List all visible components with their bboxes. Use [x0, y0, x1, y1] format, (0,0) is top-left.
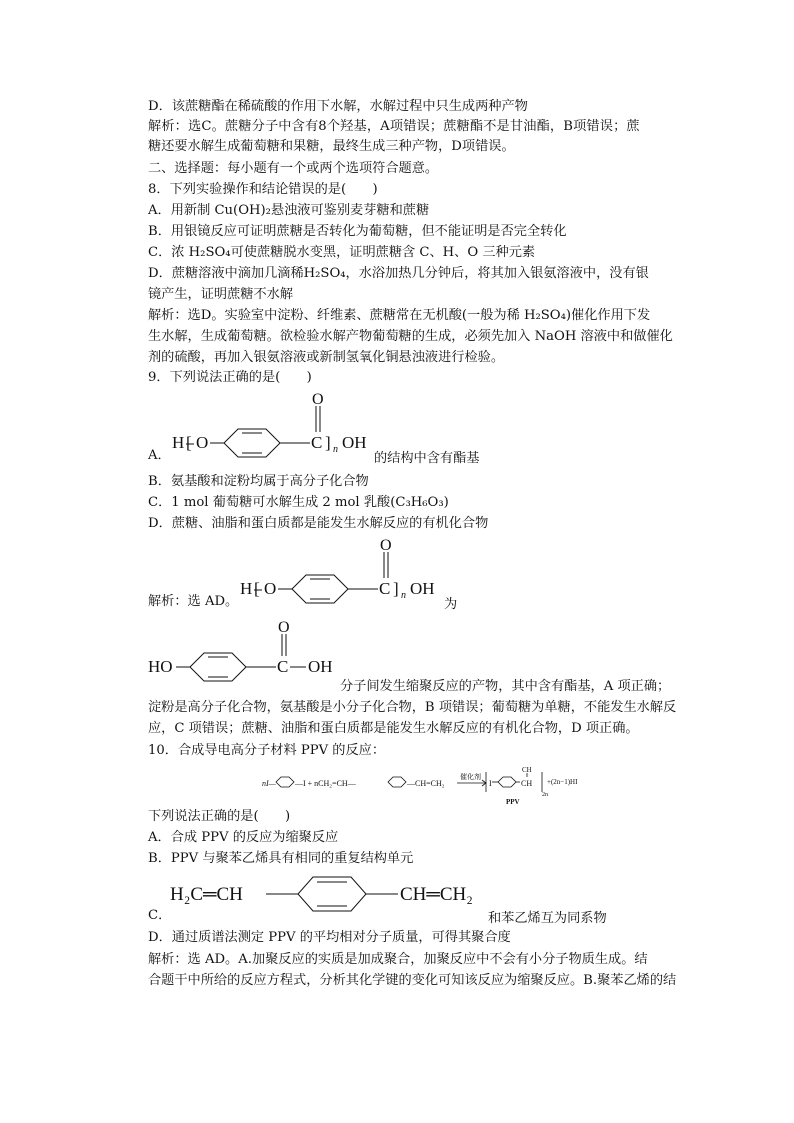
rxn-prod-ch: CH: [521, 779, 533, 788]
q10-option-c-label: C．: [148, 908, 172, 923]
q9-analysis-cont: 分子间发生缩聚反应的产物，其中含有酯基，A 项正确；: [340, 679, 671, 694]
section-heading: 二、选择题：每小题有一个或两个选项符合题意。: [148, 161, 439, 176]
mono-oh: OH: [308, 657, 333, 676]
mono-o-top: O: [278, 620, 290, 636]
question-9: 9．下列说法正确的是( ): [148, 370, 312, 385]
poly-c-2: C: [379, 579, 391, 598]
question-8: 8．下列实验操作和结论错误的是( ): [148, 182, 378, 197]
divinylbenzene-structure: [170, 860, 490, 920]
q8-option-a: A．用新制 Cu(OH)₂悬浊液可鉴别麦芽糖和蔗糖: [148, 203, 430, 218]
rxn-prod-ch-top: CH: [522, 766, 532, 774]
svg-text:]: ]: [393, 579, 399, 598]
poly-o-top-2: O: [380, 538, 392, 554]
q10-option-b: B．PPV 与聚苯乙烯具有相同的重复结构单元: [148, 851, 414, 866]
q8-option-b: B．用银镜反应可证明蔗糖是否转化为葡萄糖，但不能证明是否完全转化: [148, 224, 567, 239]
q8-option-d: D．蔗糖溶液中滴加几滴稀H₂SO₄，水浴加热几分钟后，将其加入银氨溶液中，没有银: [148, 266, 649, 281]
q10-option-a: A．合成 PPV 的反应为缩聚反应: [148, 830, 339, 845]
polyester-structure-a: [172, 392, 376, 464]
divinyl-right: CH═CH₂: [400, 884, 473, 905]
q10-prompt: 下列说法正确的是( ): [148, 809, 291, 824]
poly-h: H: [172, 433, 185, 452]
poly-o-top: O: [312, 392, 324, 408]
mono-c: C: [277, 657, 289, 676]
q9-analysis-wei: 为: [444, 597, 458, 612]
poly-h-2: H: [240, 579, 253, 598]
q9-option-d: D．蔗糖、油脂和蛋白质都是能发生水解反应的有机化合物: [148, 516, 489, 531]
rxn-prod-n: 2n: [542, 792, 548, 798]
q9-option-a-tail: 的结构中含有酯基: [374, 451, 480, 466]
analysis-text: 解析：选C。蔗糖分子中含有8个羟基，A项错误；蔗糖酯不是甘油酯，B项错误；蔗: [148, 119, 640, 134]
mono-ho: HO: [148, 657, 173, 676]
rxn-prod-i: I: [489, 779, 492, 788]
q9-analysis-cont3: 应，C 项错误；蔗糖、油脂和蛋白质都是能发生水解反应的有机化合物，D 项正确。: [148, 721, 639, 736]
question-10: 10．合成导电高分子材料 PPV 的反应：: [148, 743, 386, 758]
ppv-reaction-equation: [262, 764, 582, 808]
rxn-ppv: PPV: [506, 798, 520, 806]
q8-option-d-cont: 镜产生，证明蔗糖不水解: [148, 287, 294, 302]
rxn-catalyst: 催化剂: [460, 773, 481, 781]
q8-analysis-cont1: 生水解，生成葡萄糖。欲检验水解产物葡萄糖的生成，必须先加入 NaOH 溶液中和做催化: [148, 329, 673, 344]
rxn-mid: —I + nCH₂=CH—: [295, 779, 356, 788]
q9-analysis-cont2: 淀粉是高分子化合物，氨基酸是小分子化合物，B 项错误；葡萄糖为单糖，不能发生水解反: [148, 700, 677, 715]
divinyl-left: H₂C═CH: [170, 884, 243, 905]
q8-analysis: 解析：选D。实验室中淀粉、纤维素、蔗糖常在无机酸(一般为稀 H₂SO₄)催化作用下发: [148, 308, 651, 323]
poly-oh: OH: [342, 433, 367, 452]
q9-option-b: B．氨基酸和淀粉均属于高分子化合物: [148, 474, 369, 489]
q10-option-c-tail: 和苯乙烯互为同系物: [488, 911, 607, 926]
analysis-text-cont: 糖还要水解生成葡萄糖和果糖，最终生成三种产物，D项错误。: [148, 139, 515, 154]
option-d-text: D．该蔗糖酯在稀硫酸的作用下水解，水解过程中只生成两种产物: [148, 99, 528, 114]
rxn-tail: +(2n−1)HI: [547, 778, 578, 786]
polyester-structure-analysis: [240, 538, 444, 610]
poly-n: n: [333, 444, 338, 455]
q9-option-a-label: A．: [148, 448, 171, 463]
hydroxybenzoic-acid-structure: [148, 620, 344, 690]
poly-n-2: n: [401, 590, 406, 601]
q9-option-c: C．1 mol 葡萄糖可水解生成 2 mol 乳酸(C₃H₆O₃): [148, 495, 449, 510]
svg-text:[: [: [254, 579, 260, 598]
poly-c: C: [311, 433, 323, 452]
q9-analysis-label: 解析：选 AD。: [148, 594, 239, 609]
poly-o: O: [196, 433, 209, 452]
q8-analysis-cont2: 剂的硫酸，再加入银氨溶液或新制氢氧化铜悬浊液进行检验。: [148, 350, 505, 365]
poly-oh-2: OH: [410, 579, 435, 598]
q10-option-d: D．通过质谱法测定 PPV 的平均相对分子质量，可得其聚合度: [148, 930, 511, 945]
poly-o-2: O: [264, 579, 277, 598]
q10-analysis-cont: 合题干中所给的反应方程式，分析其化学键的变化可知该反应为缩聚反应。B.聚苯乙烯的结: [148, 973, 677, 988]
rxn-left: nI—: [262, 779, 276, 788]
q10-analysis: 解析：选 AD。A.加聚反应的实质是加成聚合，加聚反应中不会有小分子物质生成。结: [148, 952, 648, 967]
q8-option-c: C．浓 H₂SO₄可使蔗糖脱水变黑，证明蔗糖含 C、H、O 三种元素: [148, 245, 536, 260]
svg-text:[: [: [186, 433, 192, 452]
svg-text:]: ]: [325, 433, 331, 452]
rxn-right: —CH=CH₂: [407, 779, 445, 788]
